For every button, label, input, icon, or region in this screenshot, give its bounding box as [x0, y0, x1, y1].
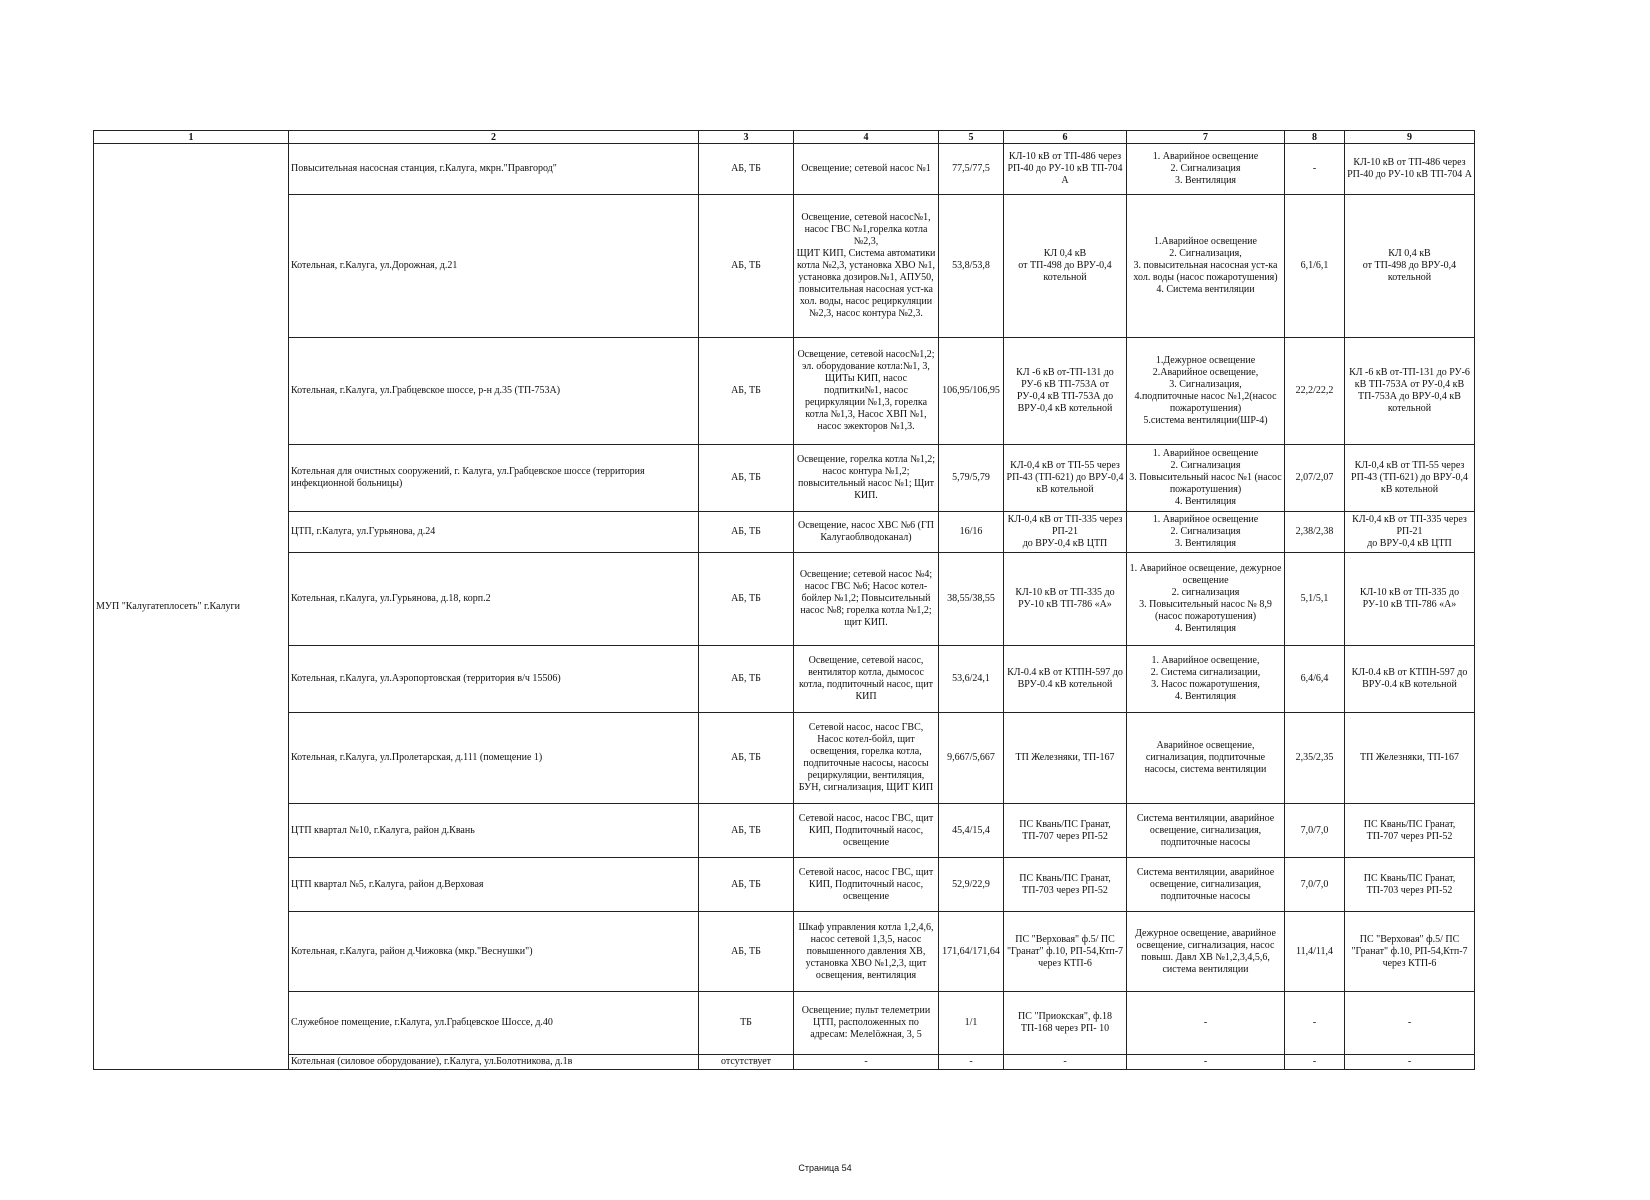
cell-consumers: Освещение; сетевой насос №4; насос ГВС №6; Насос котел-бойлер №1,2; Повысительный насос №8; горелка котла №1,2; щит КИП.	[794, 553, 939, 646]
cell-category: АБ, ТБ	[699, 338, 794, 445]
table-row	[94, 195, 1475, 338]
column-number-6: 6	[1004, 131, 1127, 144]
cell-reserve: 5,1/5,1	[1285, 553, 1345, 646]
cell-category: ТБ	[699, 992, 794, 1055]
cell-power: 77,5/77,5	[939, 144, 1004, 195]
cell-object: Котельная (силовое оборудование), г.Калуга, ул.Болотникова, д.1в	[289, 1055, 699, 1070]
cell-category: АБ, ТБ	[699, 512, 794, 553]
cell-category: АБ, ТБ	[699, 195, 794, 338]
cell-reserve: -	[1285, 144, 1345, 195]
cell-line: КЛ-10 кВ от ТП-335 до РУ-10 кВ ТП-786 «А»	[1345, 553, 1475, 646]
column-number-5: 5	[939, 131, 1004, 144]
column-number-4: 4	[794, 131, 939, 144]
table-row	[94, 713, 1475, 804]
cell-systems: Система вентиляции, аварийное освещение, сигнализация, подпиточные насосы	[1127, 858, 1285, 912]
cell-source: ТП Железняки, ТП-167	[1004, 713, 1127, 804]
cell-reserve: -	[1285, 992, 1345, 1055]
cell-consumers: Сетевой насос, насос ГВС, Насос котел-бойл, щит освещения, горелка котла, подпиточные насосы, насосы рециркуляции, вентиляция, БУН, сигнализация, ЩИТ КИП	[794, 713, 939, 804]
column-number-3: 3	[699, 131, 794, 144]
cell-power: 16/16	[939, 512, 1004, 553]
cell-object: Котельная, г.Калуга, ул.Аэропортовская (территория в/ч 15506)	[289, 646, 699, 713]
table-row	[94, 646, 1475, 713]
cell-line: КЛ-10 кВ от ТП-486 через РП-40 до РУ-10 кВ ТП-704 А	[1345, 144, 1475, 195]
page-footer: Страница 54	[798, 1163, 852, 1173]
cell-consumers: Сетевой насос, насос ГВС, щит КИП, Подпиточный насос, освещение	[794, 858, 939, 912]
column-number-9: 9	[1345, 131, 1475, 144]
cell-object: ЦТП, г.Калуга, ул.Гурьянова, д.24	[289, 512, 699, 553]
cell-category: АБ, ТБ	[699, 646, 794, 713]
cell-power: 171,64/171,64	[939, 912, 1004, 992]
organization-cell: МУП "Калугатеплосеть" г.Калуги	[94, 144, 289, 1070]
cell-line: КЛ-0,4 кВ от ТП-335 через РП-21 до ВРУ-0,4 кВ ЦТП	[1345, 512, 1475, 553]
cell-category: АБ, ТБ	[699, 144, 794, 195]
cell-object: Котельная, г.Калуга, ул.Дорожная, д.21	[289, 195, 699, 338]
cell-reserve: 6,1/6,1	[1285, 195, 1345, 338]
cell-systems: -	[1127, 1055, 1285, 1070]
table-header	[94, 131, 1475, 144]
cell-systems: 1.Дежурное освещение 2.Аварийное освещение, 3. Сигнализация, 4.подпиточные насос №1,2(насос пожаротушения) 5.система вентиляции(ШР-4)	[1127, 338, 1285, 445]
cell-systems: 1. Аварийное освещение 2. Сигнализация 3. Вентиляция	[1127, 512, 1285, 553]
cell-consumers: Освещение, сетевой насос№1,2; эл. оборудование котла:№1, 3, ЩИТы КИП, насос подпитки№1, насос рециркуляции №1,3, горелка котла №1,3, Насос ХВП №1, насос эжекторов №1,3.	[794, 338, 939, 445]
cell-reserve: 7,0/7,0	[1285, 804, 1345, 858]
table-row	[94, 445, 1475, 512]
table-row	[94, 858, 1475, 912]
cell-object: ЦТП квартал №10, г.Калуга, район д.Квань	[289, 804, 699, 858]
cell-systems: 1. Аварийное освещение 2. Сигнализация 3. Вентиляция	[1127, 144, 1285, 195]
cell-systems: 1. Аварийное освещение 2. Сигнализация 3. Повысительный насос №1 (насос пожаротушения) 4. Вентиляция	[1127, 445, 1285, 512]
column-number-1: 1	[94, 131, 289, 144]
cell-reserve: 22,2/22,2	[1285, 338, 1345, 445]
cell-consumers: Освещение, сетевой насос, вентилятор котла, дымосос котла, подпиточный насос, щит КИП	[794, 646, 939, 713]
cell-systems: 1. Аварийное освещение, дежурное освещение 2. сигнализация 3. Повысительный насос № 8,9 (насос пожаротушения) 4. Вентиляция	[1127, 553, 1285, 646]
cell-line: КЛ-0,4 кВ от ТП-55 через РП-43 (ТП-621) до ВРУ-0,4 кВ котельной	[1345, 445, 1475, 512]
cell-line: ПС Квань/ПС Гранат, ТП-707 через РП-52	[1345, 804, 1475, 858]
cell-power: 38,55/38,55	[939, 553, 1004, 646]
column-number-7: 7	[1127, 131, 1285, 144]
cell-reserve: 2,07/2,07	[1285, 445, 1345, 512]
cell-source: КЛ-10 кВ от ТП-335 до РУ-10 кВ ТП-786 «А»	[1004, 553, 1127, 646]
cell-reserve: 2,38/2,38	[1285, 512, 1345, 553]
cell-category: АБ, ТБ	[699, 445, 794, 512]
cell-power: 53,6/24,1	[939, 646, 1004, 713]
cell-consumers: Освещение; пульт телеметрии ЦТП, расположенных по адресам: Мелеlöжная, 3, 5	[794, 992, 939, 1055]
table-row	[94, 338, 1475, 445]
cell-object: Служебное помещение, г.Калуга, ул.Грабцевское Шоссе, д.40	[289, 992, 699, 1055]
cell-power: 9,667/5,667	[939, 713, 1004, 804]
cell-object: Повысительная насосная станция, г.Калуга, мкрн."Правгород"	[289, 144, 699, 195]
cell-source: ПС Квань/ПС Гранат, ТП-707 через РП-52	[1004, 804, 1127, 858]
cell-line: КЛ-0.4 кВ от КТПН-597 до ВРУ-0.4 кВ котельной	[1345, 646, 1475, 713]
cell-systems: 1. Аварийное освещение, 2. Система сигнализации, 3. Насос пожаротушения, 4. Вентиляция	[1127, 646, 1285, 713]
cell-object: Котельная, г.Калуга, ул.Пролетарская, д.111 (помещение 1)	[289, 713, 699, 804]
data-table	[93, 130, 1475, 1070]
cell-category: АБ, ТБ	[699, 713, 794, 804]
table-row	[94, 144, 1475, 195]
cell-power: 5,79/5,79	[939, 445, 1004, 512]
cell-reserve: 6,4/6,4	[1285, 646, 1345, 713]
cell-consumers: Освещение, горелка котла №1,2; насос контура №1,2; повысительный насос №1; Щит КИП.	[794, 445, 939, 512]
cell-consumers: Сетевой насос, насос ГВС, щит КИП, Подпиточный насос, освещение	[794, 804, 939, 858]
table-row	[94, 912, 1475, 992]
cell-category: АБ, ТБ	[699, 858, 794, 912]
cell-line: КЛ -6 кВ от-ТП-131 до РУ-6 кВ ТП-753А от РУ-0,4 кВ ТП-753А до ВРУ-0,4 кВ котельной	[1345, 338, 1475, 445]
cell-source: ПС "Верховая" ф.5/ ПС "Гранат" ф.10, РП-54,Ктп-7 через КТП-6	[1004, 912, 1127, 992]
cell-line: ПС "Верховая" ф.5/ ПС "Гранат" ф.10, РП-54,Ктп-7 через КТП-6	[1345, 912, 1475, 992]
cell-systems: Дежурное освещение, аварийное освещение, сигнализация, насос повыш. Давл ХВ №1,2,3,4,5,6, система вентиляции	[1127, 912, 1285, 992]
cell-consumers: Освещение, сетевой насос№1, насос ГВС №1,горелка котла №2,3, ЩИТ КИП, Система автоматики котла №2,3, установка ХВО №1, установка дозиров.№1, АПУ50, повысительная насосная уст-ка хол. воды, насос рециркуляции №2,3, насос контура №2,3.	[794, 195, 939, 338]
cell-power: 1/1	[939, 992, 1004, 1055]
cell-object: Котельная, г.Калуга, ул.Гурьянова, д.18, корп.2	[289, 553, 699, 646]
cell-reserve: 11,4/11,4	[1285, 912, 1345, 992]
cell-line: ТП Железняки, ТП-167	[1345, 713, 1475, 804]
table-row	[94, 804, 1475, 858]
cell-consumers: Освещение; сетевой насос №1	[794, 144, 939, 195]
cell-systems: Система вентиляции, аварийное освещение, сигнализация, подпиточные насосы	[1127, 804, 1285, 858]
cell-source: ПС "Приокская", ф.18 ТП-168 через РП- 10	[1004, 992, 1127, 1055]
cell-category: отсутствует	[699, 1055, 794, 1070]
cell-systems: 1.Аварийное освещение 2. Сигнализация, 3. повысительная насосная уст-ка хол. воды (насос пожаротушения) 4. Система вентиляции	[1127, 195, 1285, 338]
cell-consumers: Освещение, насос ХВС №6 (ГП Калугаоблводоканал)	[794, 512, 939, 553]
cell-line: -	[1345, 992, 1475, 1055]
table-body	[94, 144, 1475, 1070]
cell-source: КЛ -6 кВ от-ТП-131 до РУ-6 кВ ТП-753А от РУ-0,4 кВ ТП-753А до ВРУ-0,4 кВ котельной	[1004, 338, 1127, 445]
cell-category: АБ, ТБ	[699, 553, 794, 646]
cell-line: КЛ 0,4 кВ от ТП-498 до ВРУ-0,4 котельной	[1345, 195, 1475, 338]
cell-power: 45,4/15,4	[939, 804, 1004, 858]
cell-source: КЛ-0.4 кВ от КТПН-597 до ВРУ-0.4 кВ котельной	[1004, 646, 1127, 713]
cell-object: Котельная, г.Калуга, район д.Чижовка (мкр."Веснушки")	[289, 912, 699, 992]
table-row	[94, 553, 1475, 646]
cell-category: АБ, ТБ	[699, 804, 794, 858]
cell-power: 53,8/53,8	[939, 195, 1004, 338]
cell-reserve: 7,0/7,0	[1285, 858, 1345, 912]
cell-category: АБ, ТБ	[699, 912, 794, 992]
cell-source: КЛ-10 кВ от ТП-486 через РП-40 до РУ-10 кВ ТП-704 А	[1004, 144, 1127, 195]
cell-source: КЛ-0,4 кВ от ТП-335 через РП-21 до ВРУ-0,4 кВ ЦТП	[1004, 512, 1127, 553]
cell-source: КЛ-0,4 кВ от ТП-55 через РП-43 (ТП-621) до ВРУ-0,4 кВ котельной	[1004, 445, 1127, 512]
cell-consumers: -	[794, 1055, 939, 1070]
cell-power: -	[939, 1055, 1004, 1070]
cell-reserve: -	[1285, 1055, 1345, 1070]
cell-source: КЛ 0,4 кВ от ТП-498 до ВРУ-0,4 котельной	[1004, 195, 1127, 338]
column-number-8: 8	[1285, 131, 1345, 144]
cell-object: ЦТП квартал №5, г.Калуга, район д.Верховая	[289, 858, 699, 912]
cell-systems: Аварийное освещение, сигнализация, подпиточные насосы, система вентиляции	[1127, 713, 1285, 804]
table-row	[94, 1055, 1475, 1070]
cell-consumers: Шкаф управления котла 1,2,4,6, насос сетевой 1,3,5, насос повышенного давления ХВ, установка ХВО №1,2,3, щит освещения, вентиляция	[794, 912, 939, 992]
column-number-2: 2	[289, 131, 699, 144]
cell-line: -	[1345, 1055, 1475, 1070]
table-row	[94, 992, 1475, 1055]
cell-object: Котельная для очистных сооружений, г. Калуга, ул.Грабцевское шоссе (территория инфекционной больницы)	[289, 445, 699, 512]
table-row	[94, 512, 1475, 553]
cell-reserve: 2,35/2,35	[1285, 713, 1345, 804]
cell-source: ПС Квань/ПС Гранат, ТП-703 через РП-52	[1004, 858, 1127, 912]
cell-source: -	[1004, 1055, 1127, 1070]
cell-object: Котельная, г.Калуга, ул.Грабцевское шоссе, р-н д.35 (ТП-753А)	[289, 338, 699, 445]
cell-systems: -	[1127, 992, 1285, 1055]
cell-power: 52,9/22,9	[939, 858, 1004, 912]
cell-line: ПС Квань/ПС Гранат, ТП-703 через РП-52	[1345, 858, 1475, 912]
cell-power: 106,95/106,95	[939, 338, 1004, 445]
